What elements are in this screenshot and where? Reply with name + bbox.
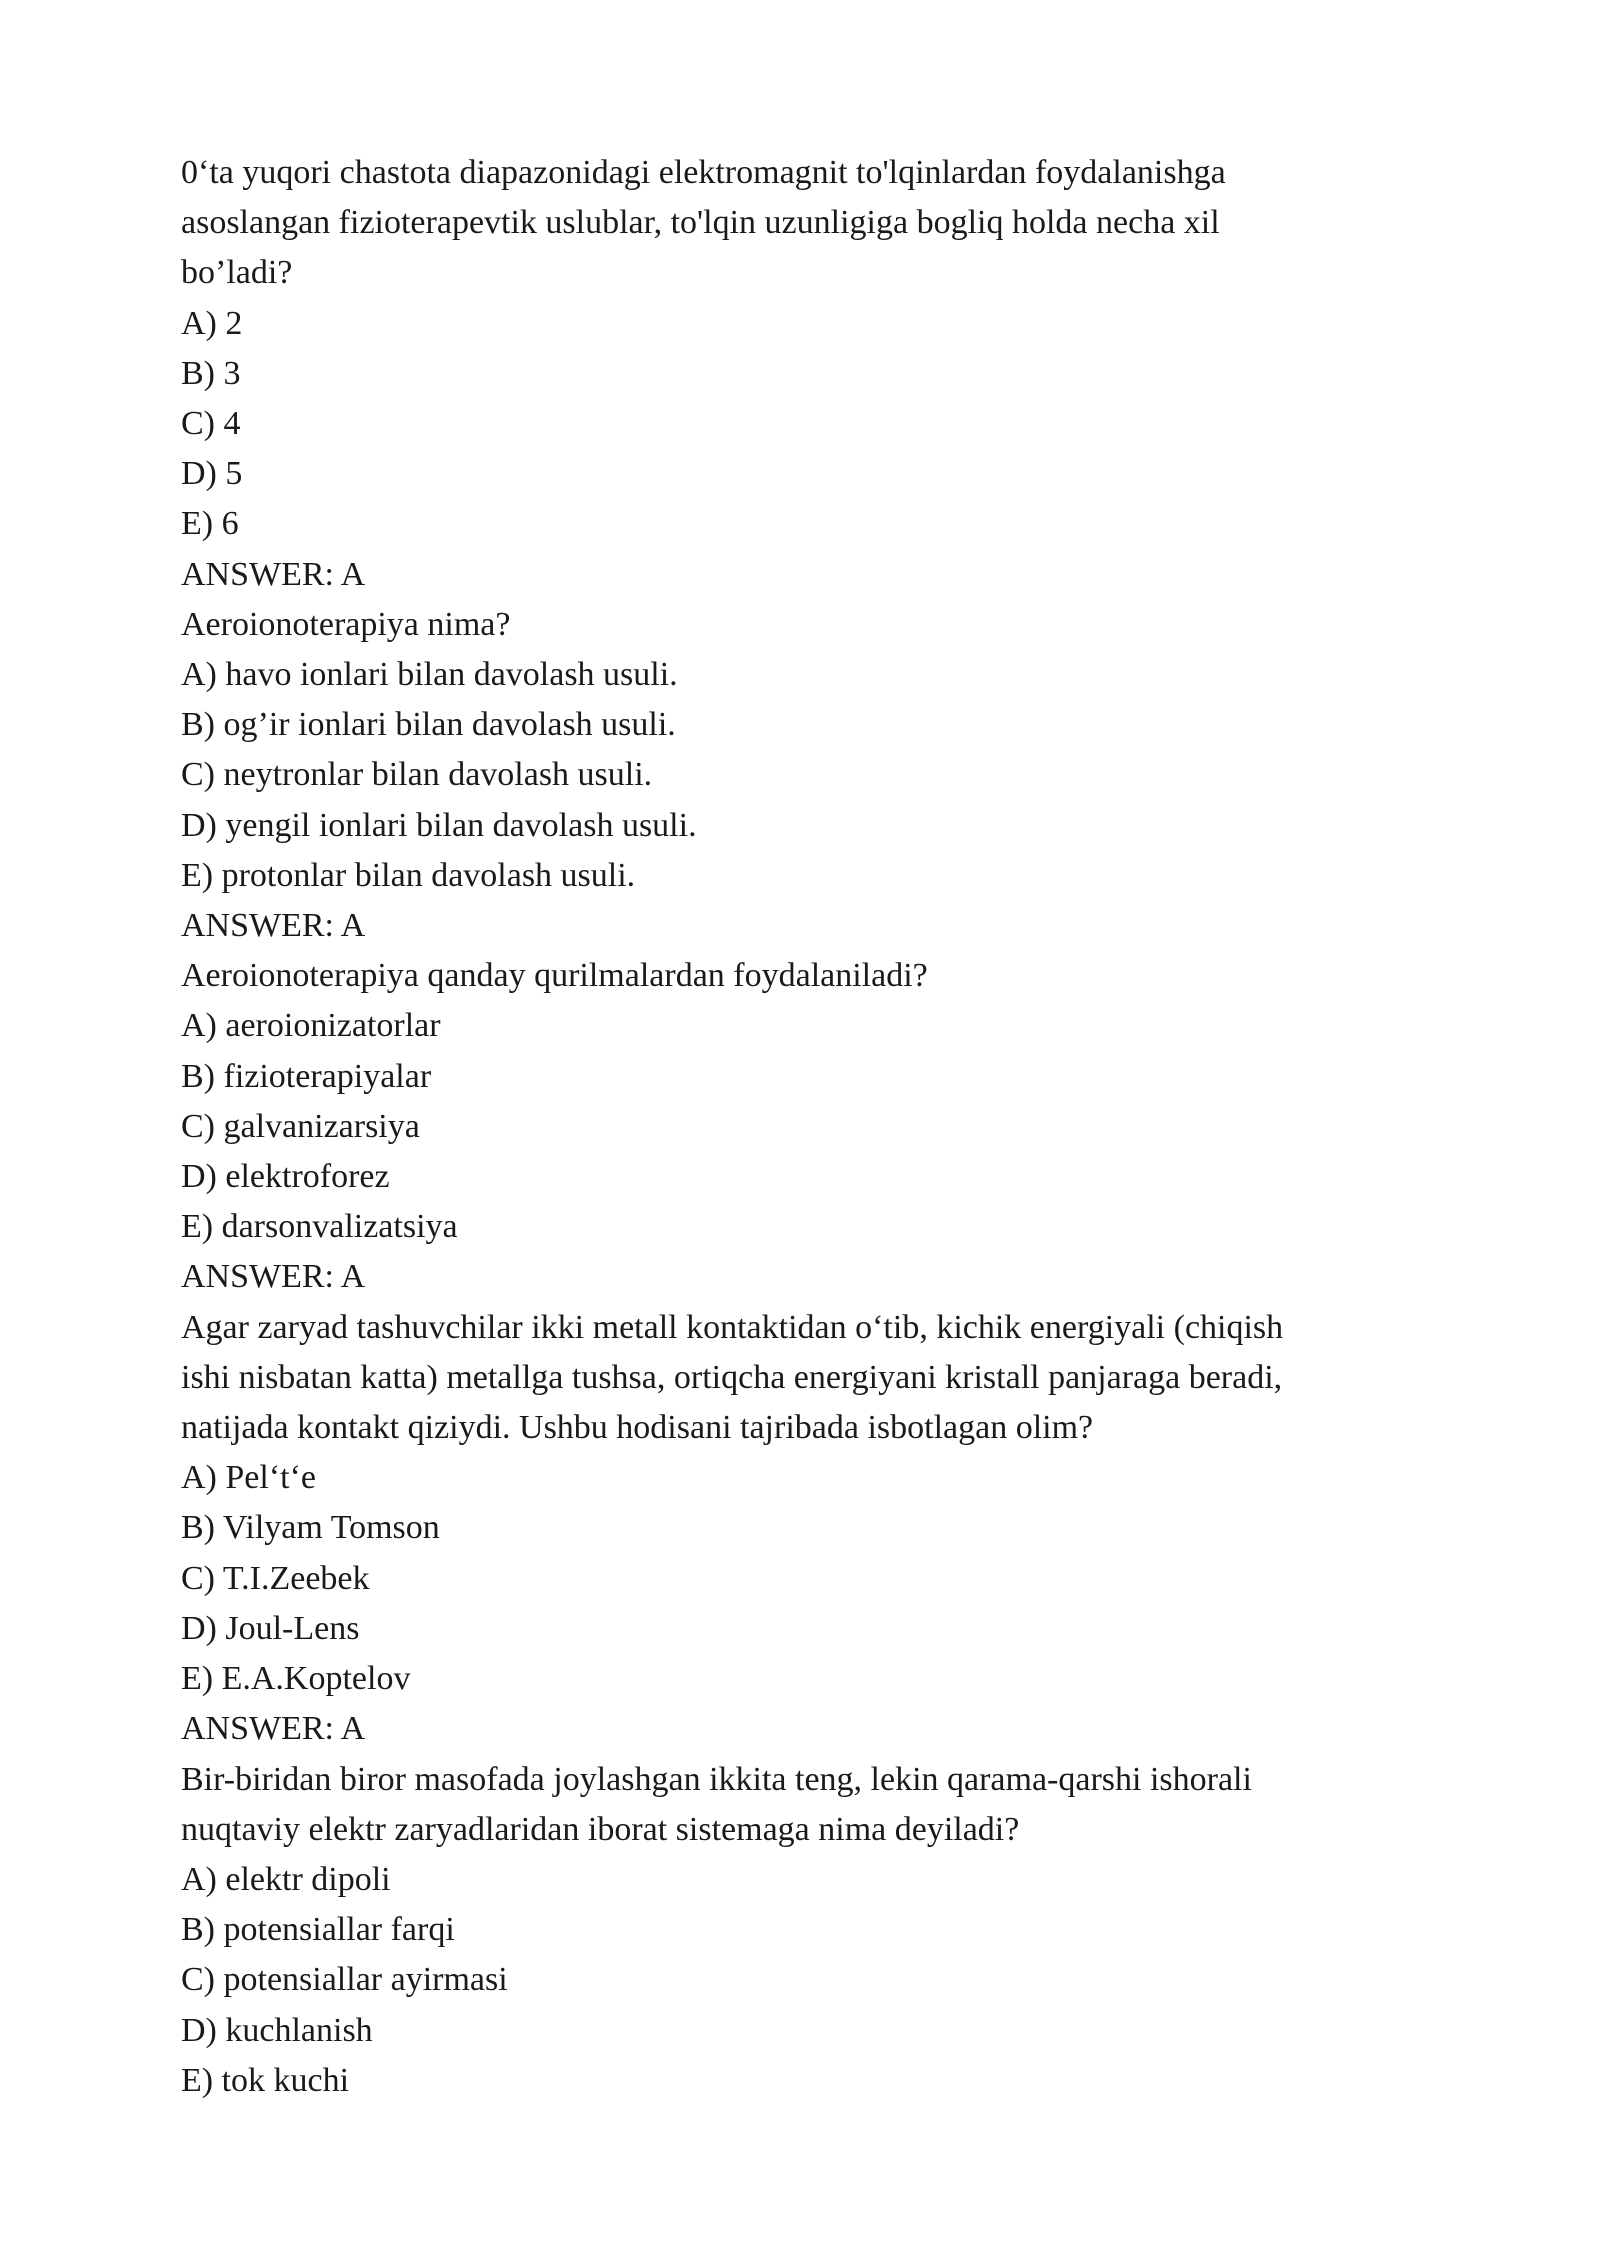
- answer-option: C) 4: [181, 405, 241, 443]
- answer-option: B) 3: [181, 354, 241, 392]
- answer-option: C) neytronlar bilan davolash usuli.: [181, 756, 653, 794]
- answer-key: ANSWER: A: [181, 1710, 366, 1748]
- question-text-line: natijada kontakt qiziydi. Ushbu hodisani tajribada isbotlagan olim?: [181, 1409, 1094, 1447]
- question-text-line: Agar zaryad tashuvchilar ikki metall kontaktidan o‘tib, kichik energiyali (chiqish: [181, 1308, 1284, 1346]
- answer-option: A) havo ionlari bilan davolash usuli.: [181, 656, 678, 694]
- answer-option: E) protonlar bilan davolash usuli.: [181, 856, 636, 894]
- question-text-line: nuqtaviy elektr zaryadlaridan iborat sistemaga nima deyiladi?: [181, 1810, 1020, 1848]
- answer-option: B) fizioterapiyalar: [181, 1057, 432, 1095]
- answer-option: D) Joul-Lens: [181, 1609, 360, 1647]
- question-text-line: ishi nisbatan katta) metallga tushsa, ortiqcha energiyani kristall panjaraga beradi,: [181, 1358, 1283, 1396]
- question-block: [181, 148, 1421, 600]
- question-text-line: 0‘ta yuqori chastota diapazonidagi elektromagnit to'lqinlardan foydalanishga: [181, 154, 1226, 191]
- answer-key: ANSWER: A: [181, 555, 366, 593]
- answer-option: B) potensiallar farqi: [181, 1911, 455, 1949]
- answer-option: A) Pel‘t‘e: [181, 1459, 317, 1497]
- question-text-line: bo’ladi?: [181, 254, 293, 292]
- question-block: [181, 1303, 1421, 1755]
- answer-option: C) potensiallar ayirmasi: [181, 1961, 508, 1999]
- answer-option: B) og’ir ionlari bilan davolash usuli.: [181, 706, 676, 744]
- answer-option: D) 5: [181, 455, 243, 493]
- answer-key: ANSWER: A: [181, 1258, 366, 1296]
- question-block: [181, 951, 1421, 1302]
- question-text-line: Aeroionoterapiya nima?: [181, 605, 511, 643]
- answer-key: ANSWER: A: [181, 907, 366, 945]
- question-text-line: Aeroionoterapiya qanday qurilmalardan foydalaniladi?: [181, 957, 928, 995]
- answer-option: A) aeroionizatorlar: [181, 1007, 441, 1045]
- answer-option: A) elektr dipoli: [181, 1860, 391, 1898]
- answer-option: C) T.I.Zeebek: [181, 1559, 370, 1597]
- question-text-line: Bir-biridan biror masofada joylashgan ikkita teng, lekin qarama-qarshi ishorali: [181, 1760, 1252, 1798]
- answer-option: B) Vilyam Tomson: [181, 1509, 440, 1547]
- answer-option: A) 2: [181, 304, 243, 342]
- answer-option: D) yengil ionlari bilan davolash usuli.: [181, 806, 697, 844]
- answer-option: E) E.A.Koptelov: [181, 1660, 411, 1698]
- answer-option: D) kuchlanish: [181, 2011, 373, 2049]
- answer-option: E) darsonvalizatsiya: [181, 1208, 458, 1246]
- answer-option: D) elektroforez: [181, 1158, 390, 1196]
- question-block: [181, 600, 1421, 951]
- answer-option: E) 6: [181, 505, 239, 543]
- answer-option: E) tok kuchi: [181, 2061, 350, 2099]
- question-text-line: asoslangan fizioterapevtik uslublar, to'lqin uzunligiga bogliq holda necha xil: [181, 204, 1220, 242]
- answer-option: C) galvanizarsiya: [181, 1107, 420, 1145]
- document-page: [181, 148, 1421, 2106]
- question-block: [181, 1755, 1421, 2106]
